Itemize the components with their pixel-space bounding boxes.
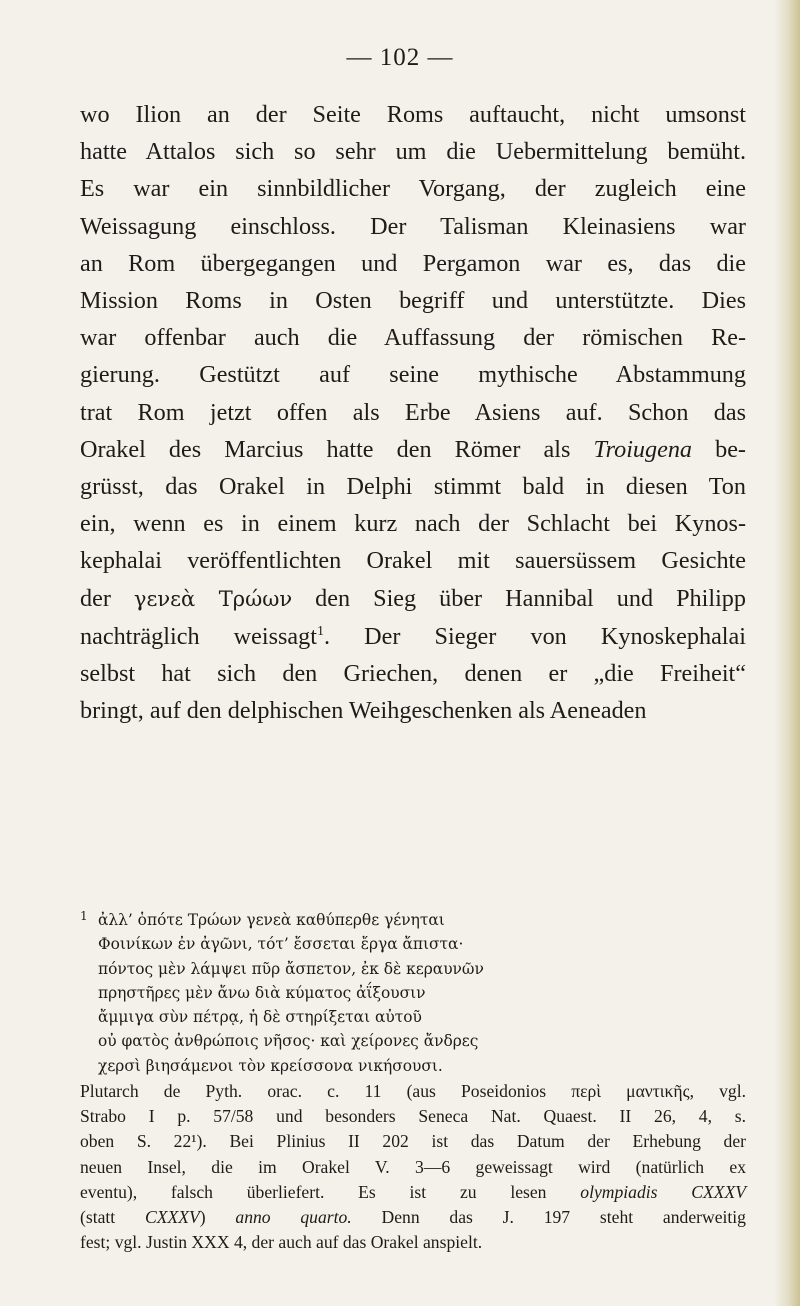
text-line-with-greek	[80, 580, 746, 618]
text-segment: den Sieg über Hannibal und Philipp	[292, 584, 746, 612]
verse-line: Φοινίκων ἐν ἀγῶνι, τότ’ ἔσσεται ἔργα ἄπιστα·	[98, 935, 464, 954]
note-line: oben S. 22¹). Bei Plinius II 202 ist das Datum der Erhebung der	[80, 1131, 746, 1152]
verse-line: οὐ φατὸς ἀνθρώποις νῆσος· καὶ χείρονες ἄνδρες	[98, 1032, 479, 1051]
text-line-with-footnote-ref	[80, 618, 746, 655]
greek-oracle-verse	[80, 908, 746, 1078]
note-line-with-italic	[80, 1205, 746, 1230]
text-line: trat Rom jetzt offen als Erbe Asiens auf. Schon das	[80, 398, 746, 426]
text-line: grüsst, das Orakel in Delphi stimmt bald in diesen Ton	[80, 473, 746, 501]
text-segment: )	[199, 1207, 236, 1228]
text-segment: Orakel des Marcius hatte den Römer als	[80, 435, 594, 463]
main-text	[80, 96, 746, 729]
verse-line: χερσὶ βιησάμενοι τὸν κρείσσονα νικήσουσι.	[98, 1056, 443, 1075]
footnote-number: 1	[80, 909, 88, 923]
text-segment: (statt	[80, 1207, 145, 1228]
text-segment: eventu), falsch überliefert. Es ist zu lesen	[80, 1181, 581, 1202]
text-line: bringt, auf den delphischen Weihgeschenken als Aeneaden	[80, 697, 647, 725]
text-line: wo Ilion an der Seite Roms auftaucht, nicht umsonst	[80, 101, 746, 128]
text-line: selbst hat sich den Griechen, denen er „die Freiheit“	[80, 660, 746, 688]
verse-line: ἄμμιγα σὺν πέτρᾳ, ἡ δὲ στηρίξεται αὐτοῦ	[98, 1008, 422, 1027]
text-line-with-italic	[80, 431, 746, 468]
text-line: kephalai veröffentlichten Orakel mit sauersüssem Gesichte	[80, 547, 746, 575]
text-line: hatte Attalos sich so sehr um die Uebermittelung bemüht.	[80, 138, 746, 166]
footnote-reference: 1	[316, 623, 324, 639]
text-line: Weissagung einschloss. Der Talisman Kleinasiens war	[80, 212, 746, 240]
verse-line: πόντος μὲν λάμψει πῦρ ἄσπετον, ἐκ δὲ κεραυνῶν	[98, 959, 484, 978]
text-line: Es war ein sinnbildlicher Vorgang, der zugleich eine	[80, 175, 746, 203]
greek-phrase: γενεὰ Τρώων	[133, 586, 293, 611]
verse-text: ἀλλ’ ὁπότε Τρώων γενεὰ καθύπερθε γένηται	[98, 911, 445, 929]
page-number: — 102 —	[346, 44, 454, 71]
page-edge-shadow	[774, 0, 800, 1306]
text-line: ein, wenn es in einem kurz nach der Schlacht bei Kynos-	[80, 510, 746, 538]
text-segment: . Der Sieger von Kynoskephalai	[323, 622, 746, 650]
text-segment: Denn das J. 197 steht anderweitig	[351, 1207, 746, 1228]
italic-term: olympiadis CXXXV	[580, 1181, 746, 1202]
note-line: fest; vgl. Justin XXX 4, der auch auf das Orakel anspielt.	[80, 1232, 483, 1253]
italic-term: Troiugena	[593, 435, 693, 463]
italic-term: CXXXV	[144, 1207, 200, 1228]
footnote	[80, 908, 746, 1256]
verse-line: πρηστῆρες μὲν ἄνω διὰ κύματος ἀΐξουσιν	[98, 983, 426, 1002]
italic-term: anno quarto.	[235, 1207, 352, 1228]
text-segment: be-	[692, 435, 746, 463]
note-line: Strabo I p. 57/58 und besonders Seneca Nat. Quaest. II 26, 4, s.	[80, 1106, 746, 1127]
footnote-commentary	[80, 1079, 746, 1255]
note-line: neuen Insel, die im Orakel V. 3—6 geweissagt wird (natürlich ex	[80, 1156, 746, 1177]
text-line: war offenbar auch die Auffassung der römischen Re-	[80, 324, 746, 352]
verse-line	[80, 908, 746, 932]
note-line: Plutarch de Pyth. orac. c. 11 (aus Poseidonios περὶ μαντικῆς, vgl.	[80, 1081, 746, 1102]
text-segment: nachträglich weissagt	[80, 622, 317, 650]
text-line: an Rom übergegangen und Pergamon war es, das die	[80, 249, 746, 277]
note-line-with-italic	[80, 1180, 746, 1205]
text-line: Mission Roms in Osten begriff und unterstützte. Dies	[80, 287, 746, 315]
text-segment: der	[80, 584, 134, 612]
text-line: gierung. Gestützt auf seine mythische Abstammung	[80, 361, 746, 389]
